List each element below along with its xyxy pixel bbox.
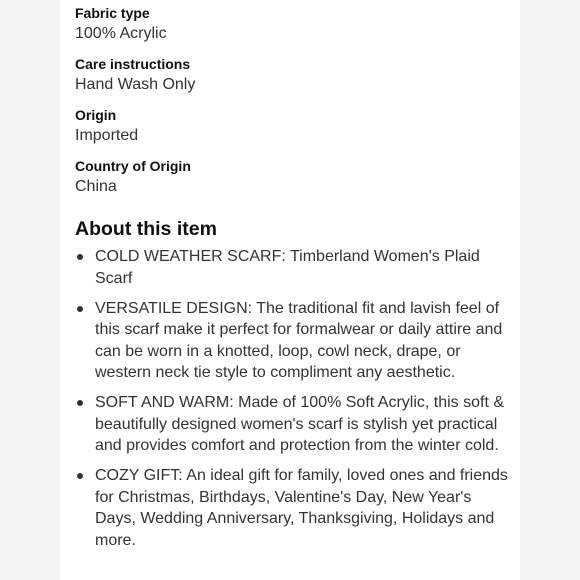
- attribute-value: 100% Acrylic: [75, 25, 167, 42]
- attribute-country-of-origin: [75, 157, 520, 198]
- list-item: [75, 465, 509, 551]
- bullet-dot-icon: [77, 306, 83, 312]
- attribute-origin: [75, 106, 520, 147]
- bullet-dot-icon: [77, 473, 83, 479]
- bullet-text: VERSATILE DESIGN: The traditional fit and lavish feel of this scarf make it perfect for formalwear or daily attire and can be worn in a knotted, loop, cowl neck, drape, or western neck tie style to compliment any aesthetic.: [95, 299, 503, 381]
- product-details-panel: [60, 0, 520, 580]
- bullet-dot-icon: [77, 400, 83, 406]
- attribute-value: China: [75, 178, 117, 195]
- about-this-item-heading: About this item: [75, 218, 217, 240]
- attribute-label: Fabric type: [75, 5, 150, 21]
- list-item: [75, 392, 509, 457]
- attribute-label: Care instructions: [75, 56, 191, 72]
- list-item: [75, 298, 509, 384]
- bullet-text: SOFT AND WARM: Made of 100% Soft Acrylic, this soft & beautifully designed women's scarf is stylish yet practical and provides comfort and protection from the winter cold.: [95, 394, 505, 454]
- attribute-value: Imported: [75, 127, 139, 144]
- attribute-label: Country of Origin: [75, 158, 191, 174]
- attribute-value: Hand Wash Only: [75, 76, 196, 93]
- about-bullet-list: [75, 246, 520, 551]
- list-item: [75, 246, 509, 289]
- attribute-label: Origin: [75, 107, 117, 123]
- attribute-care-instructions: [75, 55, 520, 96]
- bullet-text: COLD WEATHER SCARF: Timberland Women's Plaid Scarf: [95, 248, 480, 287]
- bullet-dot-icon: [77, 254, 83, 260]
- attribute-fabric-type: [75, 4, 520, 45]
- bullet-text: COZY GIFT: An ideal gift for family, loved ones and friends for Christmas, Birthdays, Valentine's Day, New Year's Days, Wedding Anniversary, Thanksgiving, Holidays and more.: [95, 467, 508, 549]
